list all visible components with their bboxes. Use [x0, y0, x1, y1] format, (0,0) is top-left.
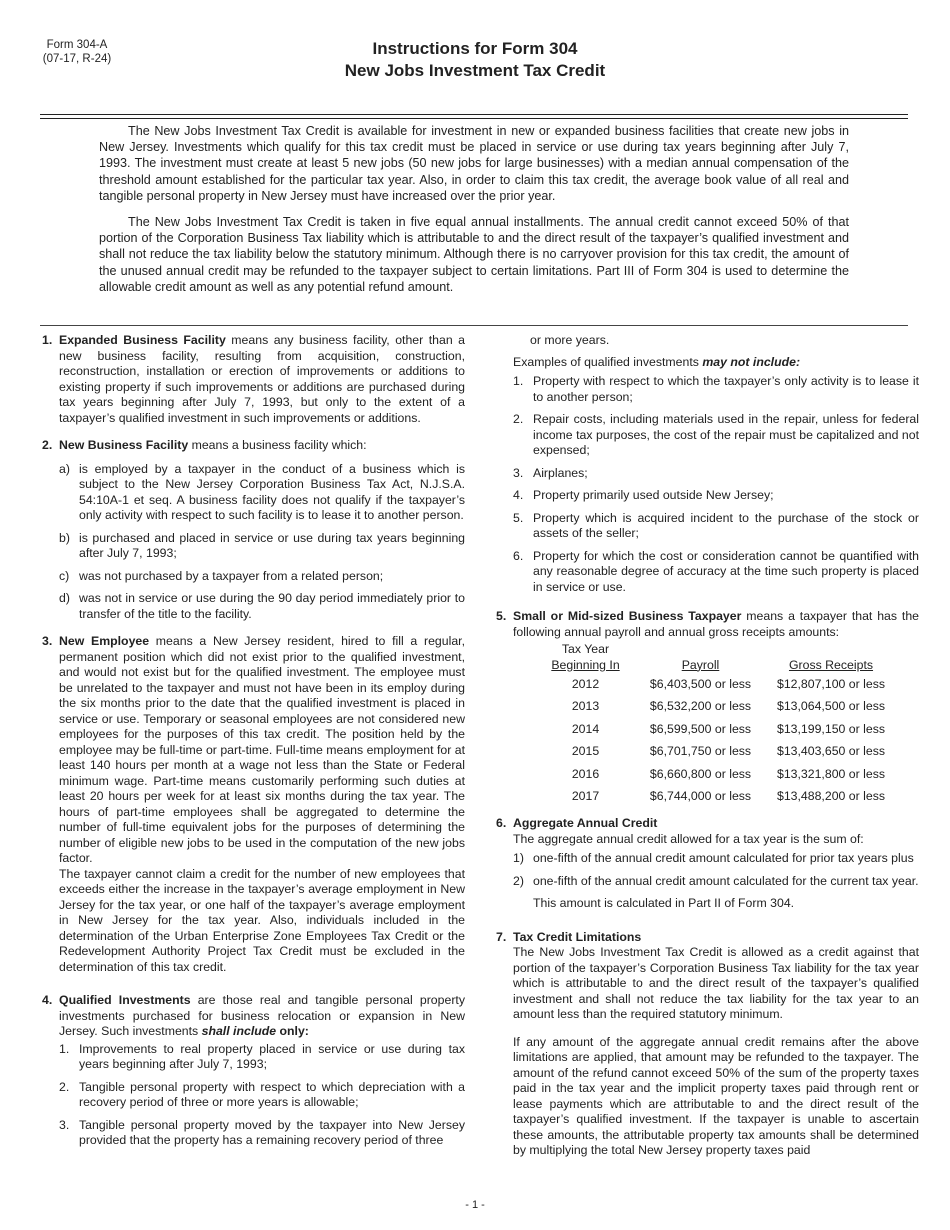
list-item — [59, 531, 465, 562]
item-label: 1. — [59, 1041, 70, 1056]
section-number: 6. — [496, 816, 507, 830]
section-body — [59, 333, 465, 426]
section-text: are those real and tangible personal property investments purchased for business relocation or expansion in New Jersey. Such investments — [59, 993, 465, 1038]
header-text: Tax Year — [561, 642, 610, 656]
section-term: Aggregate Annual Credit — [513, 816, 658, 830]
cell-receipts: $13,199,150 or less — [776, 721, 886, 736]
cell-payroll: $6,532,200 or less — [649, 699, 752, 713]
section-small-midsized-taxpayer — [496, 609, 919, 808]
section-note: This amount is calculated in Part II of Form 304. — [533, 896, 795, 910]
header-rule-top — [40, 114, 908, 115]
cell-year: 2014 — [571, 721, 600, 736]
col-header-tax-year — [523, 642, 648, 673]
list-item — [513, 412, 919, 459]
item-text: Property which is acquired incident to the purchase of the stock or assets of the seller; — [533, 510, 919, 540]
qualified-investments-continued: or more years. — [530, 333, 610, 347]
item-text: is purchased and placed in service or use during tax years beginning after July 7, 1993; — [79, 530, 465, 560]
section-text: The New Jobs Investment Tax Credit is allowed as a credit against that portion of the taxpayer’s Corporation Business Tax liability for the tax year which is attributable to and the direct result of the taxpayer’s qualified investment and shall not reduce the tax liability for the tax year to an amount less than the required statutory minimum. — [513, 945, 919, 1021]
cell-year: 2013 — [571, 699, 600, 713]
section-new-employee — [42, 634, 465, 975]
section-tax-credit-limitations — [496, 930, 919, 1159]
section-text-continued: The taxpayer cannot claim a credit for the number of new employees that exceeds either the increase in the taxpayer’s average employment in New Jersey for the tax year, or one half of the taxpayer’s average employment in New Jersey for the tax year. Also, individuals included in the determination of the Urban Enterprise Zone Employees Tax Credit or the Redevelopment Authority Project Tax Credit must be excluded in the determination of this tax credit. — [59, 866, 465, 974]
item-text: Tangible personal property moved by the taxpayer into New Jersey provided that the property has a remaining recovery period of three — [79, 1117, 465, 1147]
table-row — [523, 786, 901, 809]
item-label: 2. — [513, 412, 524, 426]
list-item — [513, 466, 919, 482]
section-text-continued: If any amount of the aggregate annual credit remains after the above limitations are applied, that amount may be refunded to the taxpayer. The amount of the refund cannot exceed 50% of the sum of the property taxes paid in the tax year and the implicit property taxes paid through rent or lease payments which are attributable to and the direct result of the taxpayer’s qualified investment. If the taxpayer is unable to ascertain these amounts, the attributable property tax amounts shall be determined by multiplying the total New Jersey property taxes paid — [513, 1034, 919, 1157]
section-number: 3. — [42, 634, 53, 648]
section-term: Expanded Business Facility — [59, 333, 226, 347]
sub-list — [59, 462, 465, 623]
item-label: 1. — [513, 374, 524, 388]
right-column — [496, 333, 919, 1171]
threshold-table — [523, 642, 901, 808]
item-text: Property primarily used outside New Jersey; — [533, 488, 774, 502]
table-row — [523, 673, 901, 696]
not-include-lead: Examples of qualified investments — [513, 354, 703, 369]
section-aggregate-annual-credit — [496, 816, 919, 912]
list-item — [513, 374, 919, 405]
not-include-list — [496, 374, 919, 595]
section-text: means a business facility which: — [188, 438, 367, 452]
cell-receipts: $13,064,500 or less — [776, 699, 886, 713]
list-item — [513, 874, 919, 890]
item-label: 3. — [59, 1117, 70, 1132]
item-label: 3. — [513, 465, 524, 480]
list-item — [59, 1080, 465, 1111]
section-number: 7. — [496, 929, 507, 944]
intro-block — [99, 123, 849, 305]
section-text: means a taxpayer that has the following annual payroll and annual gross receipts amounts: — [513, 609, 920, 639]
item-text: Property with respect to which the taxpayer’s only activity is to lease it to another person; — [533, 374, 919, 404]
item-text: was not in service or use during the 90 day period immediately prior to transfer of the title to the facility. — [79, 591, 465, 621]
item-label: 2) — [513, 873, 524, 888]
left-column — [42, 333, 465, 1161]
table-row — [523, 763, 901, 786]
item-label: b) — [59, 530, 70, 545]
form-revision: (07-17, R-24) — [42, 53, 112, 65]
list-item — [59, 462, 465, 524]
cell-receipts: $13,488,200 or less — [776, 789, 886, 803]
item-label: 1) — [513, 851, 524, 865]
item-label: 4. — [513, 488, 524, 502]
section-expanded-business-facility — [42, 333, 465, 426]
list-item — [59, 591, 465, 622]
section-body — [59, 634, 465, 867]
item-label: c) — [59, 568, 70, 583]
section-number: 1. — [42, 333, 53, 347]
section-term: Tax Credit Limitations — [513, 929, 642, 944]
form-number: Form 304-A — [46, 39, 108, 51]
intro-paragraph-2: The New Jobs Investment Tax Credit is taken in five equal annual installments. The annual credit cannot exceed 50% of that portion of the Corporation Business Tax liability which is attributable to and the direct result of the taxpayer’s qualified investment and shall not reduce the tax liability below the statutory minimum. Although there is no carryover provision for this tax credit, the amount of the unused annual credit may be refunded to the taxpayer subject to certain limitations. Part III of Form 304 is used to determine the allowable credit amount as well as any potential refund amount. — [99, 215, 849, 294]
list-item — [59, 1118, 465, 1149]
section-term: New Business Facility — [59, 438, 189, 452]
title-line-2: New Jobs Investment Tax Credit — [344, 61, 606, 80]
section-qualified-investments — [42, 993, 465, 1149]
item-text: is employed by a taxpayer in the conduct of a business which is subject to the New Jersey Corporation Business Tax Act, N.J.S.A. 54:10A-1 et seq. A business facility does not qualify if the taxpayer’s only activity with respect to such facility is to lease it to another person. — [79, 461, 465, 522]
cell-payroll: $6,701,750 or less — [649, 744, 752, 758]
page-number: - 1 - — [465, 1199, 485, 1211]
item-label: 5. — [513, 510, 524, 525]
list-item — [513, 851, 919, 867]
intro-divider — [40, 325, 908, 326]
cell-payroll: $6,599,500 or less — [649, 721, 752, 736]
section-term: Qualified Investments — [59, 993, 191, 1007]
col-header-payroll: Payroll — [681, 657, 720, 672]
item-label: 2. — [59, 1079, 70, 1094]
table-header — [523, 642, 901, 673]
item-text: Repair costs, including materials used in the repair, unless for federal income tax purposes, the cost of the repair must be capitalized and not expensed; — [533, 412, 919, 457]
title-line-1: Instructions for Form 304 — [372, 39, 578, 58]
item-text: Property for which the cost or consideration cannot be quantified with any reasonable degree of accuracy at the time such property is placed in service or use. — [533, 548, 919, 594]
item-text: was not purchased by a taxpayer from a related person; — [79, 568, 384, 583]
cell-year: 2012 — [571, 676, 600, 691]
cell-payroll: $6,660,800 or less — [649, 766, 752, 781]
item-text: Tangible personal property with respect to which depreciation with a recovery period of three or more years is allowable; — [79, 1079, 465, 1109]
section-text: means a New Jersey resident, hired to fill a regular, permanent position which did not exist prior to the qualified investment, and would not exist but for the qualified investment. The employee must be unrelated to the taxpayer and must not have been in its employ during the six months prior to the date that the qualified investment is placed in service or use. Temporary or seasonal employees are not considered new employees for the purposes of this tax credit. The position held by the employee may be full-time or part-time. Full-time means employment for at least 140 hours per month at a wage not less than the State or Federal minimum wage. Part-time means customarily performing such duties at least 20 hours per week for at least six months during the tax year. The hours of part-time employees shall be aggregated to determine the number of full-time equivalent jobs for the purposes of determining the number of eligible new jobs to be used in the computation of the new jobs factor. — [59, 634, 465, 865]
table-row — [523, 718, 901, 741]
page-title — [0, 38, 950, 82]
list-item — [59, 569, 465, 585]
table-row — [523, 741, 901, 764]
item-text: Improvements to real property placed in service or use during tax years beginning after July 7, 1993; — [79, 1041, 465, 1071]
section-new-business-facility — [42, 438, 465, 622]
list-item — [513, 511, 919, 542]
header-text: Beginning In — [551, 657, 620, 672]
table-row — [523, 696, 901, 719]
cell-payroll: $6,403,500 or less — [649, 676, 752, 691]
header-rule-bottom — [40, 118, 908, 119]
section-body — [59, 438, 465, 454]
not-include-heading — [496, 355, 919, 371]
cell-year: 2016 — [571, 766, 600, 781]
col-header-gross-receipts: Gross Receipts — [788, 657, 874, 672]
item-text: one-fifth of the annual credit amount calculated for prior tax years plus — [533, 851, 914, 865]
item-label: 6. — [513, 548, 524, 563]
list-item — [513, 488, 919, 504]
section-text: means any business facility, other than a new business facility, resulting from acquisition, construction, reconstruction, installation or erection of improvements or additions to existing property if such improvements or additions are purchased during tax years beginning after July 7, 1993, but only to the extent of a taxpayer’s qualified investment in such improvements or additions. — [59, 333, 465, 425]
intro-paragraph-1: The New Jobs Investment Tax Credit is available for investment in new or expanded business facilities that create new jobs in New Jersey. Investments which qualify for this tax credit must be placed in service or use during tax years beginning after July 7, 1993. The investment must create at least 5 new jobs (50 new jobs for large businesses) with a median annual compensation of the threshold amount established for the particular tax year. Also, in order to claim this tax credit, the average book value of all real and tangible personal property in New Jersey must have increased over the prior year. — [99, 124, 849, 203]
section-text: The aggregate annual credit allowed for a tax year is the sum of: — [513, 831, 864, 846]
cell-receipts: $13,321,800 or less — [776, 766, 886, 781]
cell-payroll: $6,744,000 or less — [649, 789, 752, 803]
cell-receipts: $12,807,100 or less — [776, 676, 886, 691]
emphasis-only: only: — [276, 1024, 309, 1038]
emphasis-shall-include: shall include — [201, 1024, 277, 1038]
section-number: 4. — [42, 993, 53, 1007]
item-label: a) — [59, 461, 70, 476]
list-item — [59, 1042, 465, 1073]
item-label: d) — [59, 591, 70, 605]
cell-year: 2015 — [571, 744, 600, 758]
section-number: 5. — [496, 609, 507, 623]
item-text: one-fifth of the annual credit amount calculated for the current tax year. — [533, 873, 919, 888]
section-body — [59, 993, 465, 1040]
section-number: 2. — [42, 438, 53, 452]
section-body — [513, 609, 919, 640]
emphasis-may-not-include: may not include: — [702, 354, 801, 369]
sub-list — [59, 1042, 465, 1149]
section-term: New Employee — [59, 634, 150, 648]
section-term: Small or Mid-sized Business Taxpayer — [513, 609, 742, 623]
cell-year: 2017 — [571, 789, 600, 803]
item-text: Airplanes; — [533, 465, 588, 480]
cell-receipts: $13,403,650 or less — [776, 744, 886, 758]
list-item — [513, 549, 919, 596]
